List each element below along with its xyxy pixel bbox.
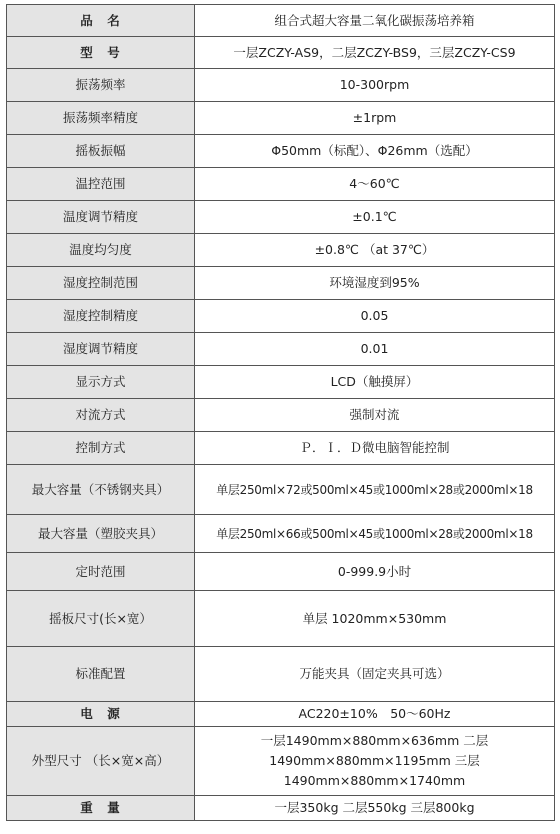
row-label: 湿度调节精度 bbox=[7, 333, 195, 366]
row-label: 温度调节精度 bbox=[7, 201, 195, 234]
row-value: 0-999.9小时 bbox=[195, 553, 555, 591]
row-label: 温度均匀度 bbox=[7, 234, 195, 267]
row-value: 单层250ml×72或500ml×45或1000ml×28或2000ml×18 bbox=[195, 465, 555, 515]
row-label: 最大容量（不锈钢夹具） bbox=[7, 465, 195, 515]
row-value: 4～60℃ bbox=[195, 168, 555, 201]
row-label: 定时范围 bbox=[7, 553, 195, 591]
table-row bbox=[7, 234, 555, 267]
row-value: 一层350kg 二层550kg 三层800kg bbox=[195, 796, 555, 821]
row-label: 振荡频率 bbox=[7, 69, 195, 102]
table-row bbox=[7, 102, 555, 135]
row-label: 型 号 bbox=[7, 37, 195, 69]
row-label: 摇板尺寸(长×宽） bbox=[7, 591, 195, 647]
table-row bbox=[7, 37, 555, 69]
row-value: 0.05 bbox=[195, 300, 555, 333]
row-label: 湿度控制范围 bbox=[7, 267, 195, 300]
table-row bbox=[7, 399, 555, 432]
table-row bbox=[7, 647, 555, 702]
table-row bbox=[7, 727, 555, 796]
table-row bbox=[7, 465, 555, 515]
table-row bbox=[7, 553, 555, 591]
row-value: ±1rpm bbox=[195, 102, 555, 135]
spec-table-body bbox=[7, 5, 555, 821]
row-value: LCD（触摸屏） bbox=[195, 366, 555, 399]
row-label: 品 名 bbox=[7, 5, 195, 37]
row-label: 标准配置 bbox=[7, 647, 195, 702]
row-value: 单层 1020mm×530mm bbox=[195, 591, 555, 647]
table-row bbox=[7, 168, 555, 201]
row-value: Φ50mm（标配）、Φ26mm（选配） bbox=[195, 135, 555, 168]
row-value: ±0.1℃ bbox=[195, 201, 555, 234]
row-value: 环境湿度到95% bbox=[195, 267, 555, 300]
table-row bbox=[7, 201, 555, 234]
row-value: 强制对流 bbox=[195, 399, 555, 432]
row-value: AC220±10% 50～60Hz bbox=[195, 702, 555, 727]
table-row bbox=[7, 267, 555, 300]
table-row bbox=[7, 5, 555, 37]
table-row bbox=[7, 366, 555, 399]
row-value: 10-300rpm bbox=[195, 69, 555, 102]
row-label: 温控范围 bbox=[7, 168, 195, 201]
row-label: 振荡频率精度 bbox=[7, 102, 195, 135]
table-row bbox=[7, 69, 555, 102]
row-value: 一层1490mm×880mm×636mm 二层1490mm×880mm×1195mm 三层1490mm×880mm×1740mm bbox=[195, 727, 555, 796]
row-label: 控制方式 bbox=[7, 432, 195, 465]
row-value: 万能夹具（固定夹具可选） bbox=[195, 647, 555, 702]
row-label: 摇板振幅 bbox=[7, 135, 195, 168]
row-value: 单层250ml×66或500ml×45或1000ml×28或2000ml×18 bbox=[195, 515, 555, 553]
row-label: 对流方式 bbox=[7, 399, 195, 432]
table-row bbox=[7, 515, 555, 553]
row-value: 组合式超大容量二氧化碳振荡培养箱 bbox=[195, 5, 555, 37]
row-label: 湿度控制精度 bbox=[7, 300, 195, 333]
table-row bbox=[7, 432, 555, 465]
row-label: 重 量 bbox=[7, 796, 195, 821]
row-value: 一层ZCZY-AS9，二层ZCZY-BS9，三层ZCZY-CS9 bbox=[195, 37, 555, 69]
table-row bbox=[7, 300, 555, 333]
row-label: 外型尺寸 （长×宽×高） bbox=[7, 727, 195, 796]
table-row bbox=[7, 591, 555, 647]
table-row bbox=[7, 333, 555, 366]
row-label: 电 源 bbox=[7, 702, 195, 727]
row-label: 显示方式 bbox=[7, 366, 195, 399]
table-row bbox=[7, 702, 555, 727]
row-value: Ｐ．Ｉ．Ｄ微电脑智能控制 bbox=[195, 432, 555, 465]
row-value: ±0.8℃ （at 37℃） bbox=[195, 234, 555, 267]
row-value: 0.01 bbox=[195, 333, 555, 366]
table-row bbox=[7, 135, 555, 168]
row-label: 最大容量（塑胶夹具） bbox=[7, 515, 195, 553]
spec-table bbox=[6, 4, 555, 821]
table-row bbox=[7, 796, 555, 821]
